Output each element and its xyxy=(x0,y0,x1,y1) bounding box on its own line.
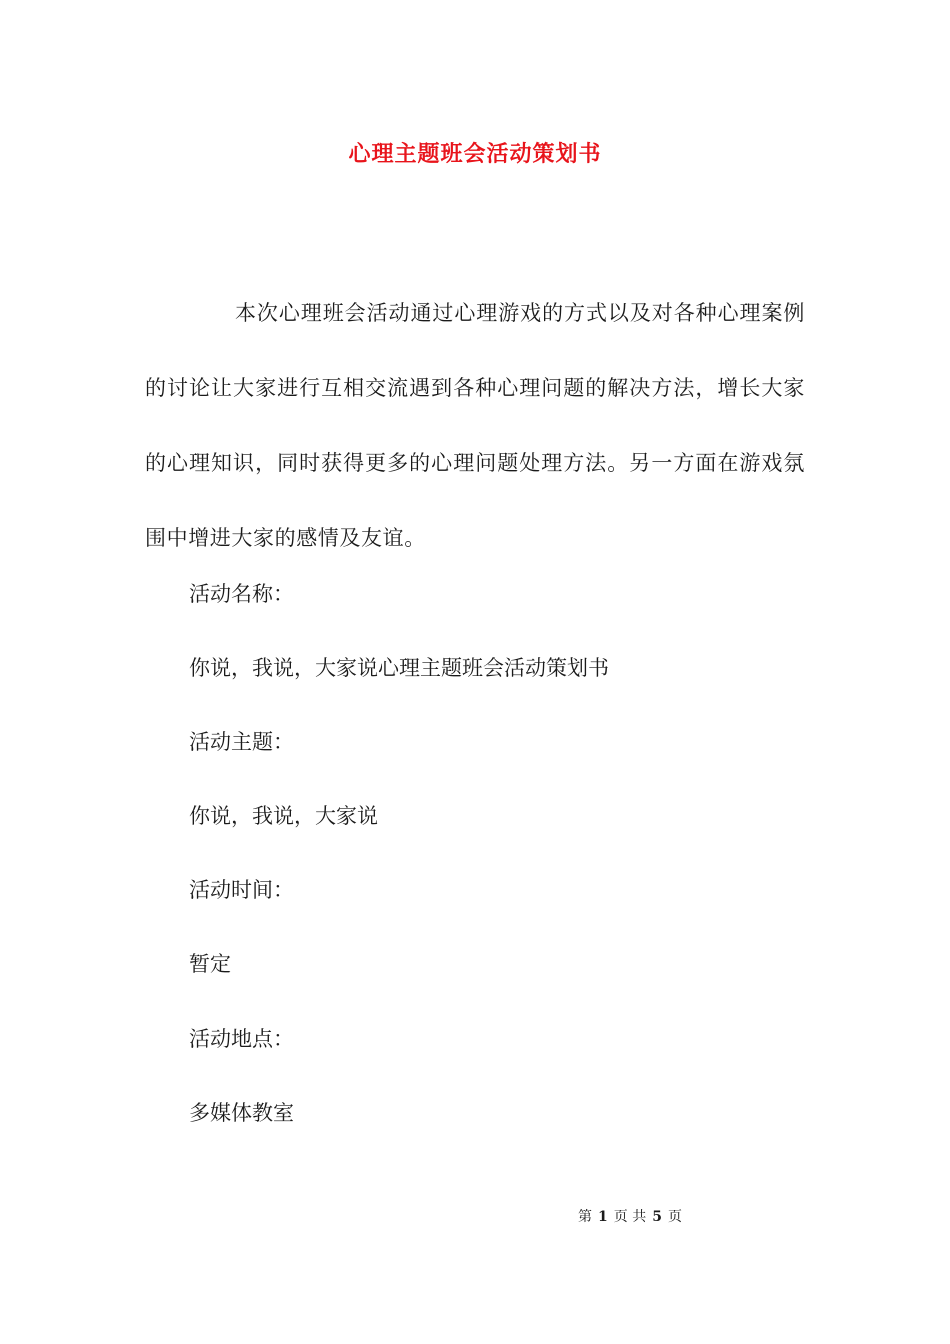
activity-theme-label: 活动主题： xyxy=(189,730,294,754)
footer-page-number: 1 xyxy=(598,1209,608,1225)
activity-location-label: 活动地点： xyxy=(189,1027,294,1051)
intro-paragraph: 本次心理班会活动通过心理游戏的方式以及对各种心理案例的讨论让大家进行互相交流遇到各种心理问题的解决方法，增长大家的心理知识，同时获得更多的心理问题处理方法。另一方面在游戏氛围中增进大家的感情及友谊。 xyxy=(145,301,805,550)
activity-name-value: 你说，我说，大家说心理主题班会活动策划书 xyxy=(189,656,609,680)
activity-time-value: 暂定 xyxy=(189,952,231,976)
footer-prefix: 第 xyxy=(578,1209,593,1225)
activity-time-label: 活动时间： xyxy=(189,878,294,902)
footer-mid: 页 共 xyxy=(613,1209,647,1225)
page-footer xyxy=(0,1206,950,1228)
footer-total-pages: 5 xyxy=(652,1209,662,1225)
activity-name-label: 活动名称： xyxy=(189,582,294,606)
document-title: 心理主题班会活动策划书 xyxy=(348,141,602,167)
activity-location-value: 多媒体教室 xyxy=(189,1101,294,1125)
activity-theme-value: 你说，我说，大家说 xyxy=(189,804,378,828)
footer-suffix: 页 xyxy=(667,1209,682,1225)
